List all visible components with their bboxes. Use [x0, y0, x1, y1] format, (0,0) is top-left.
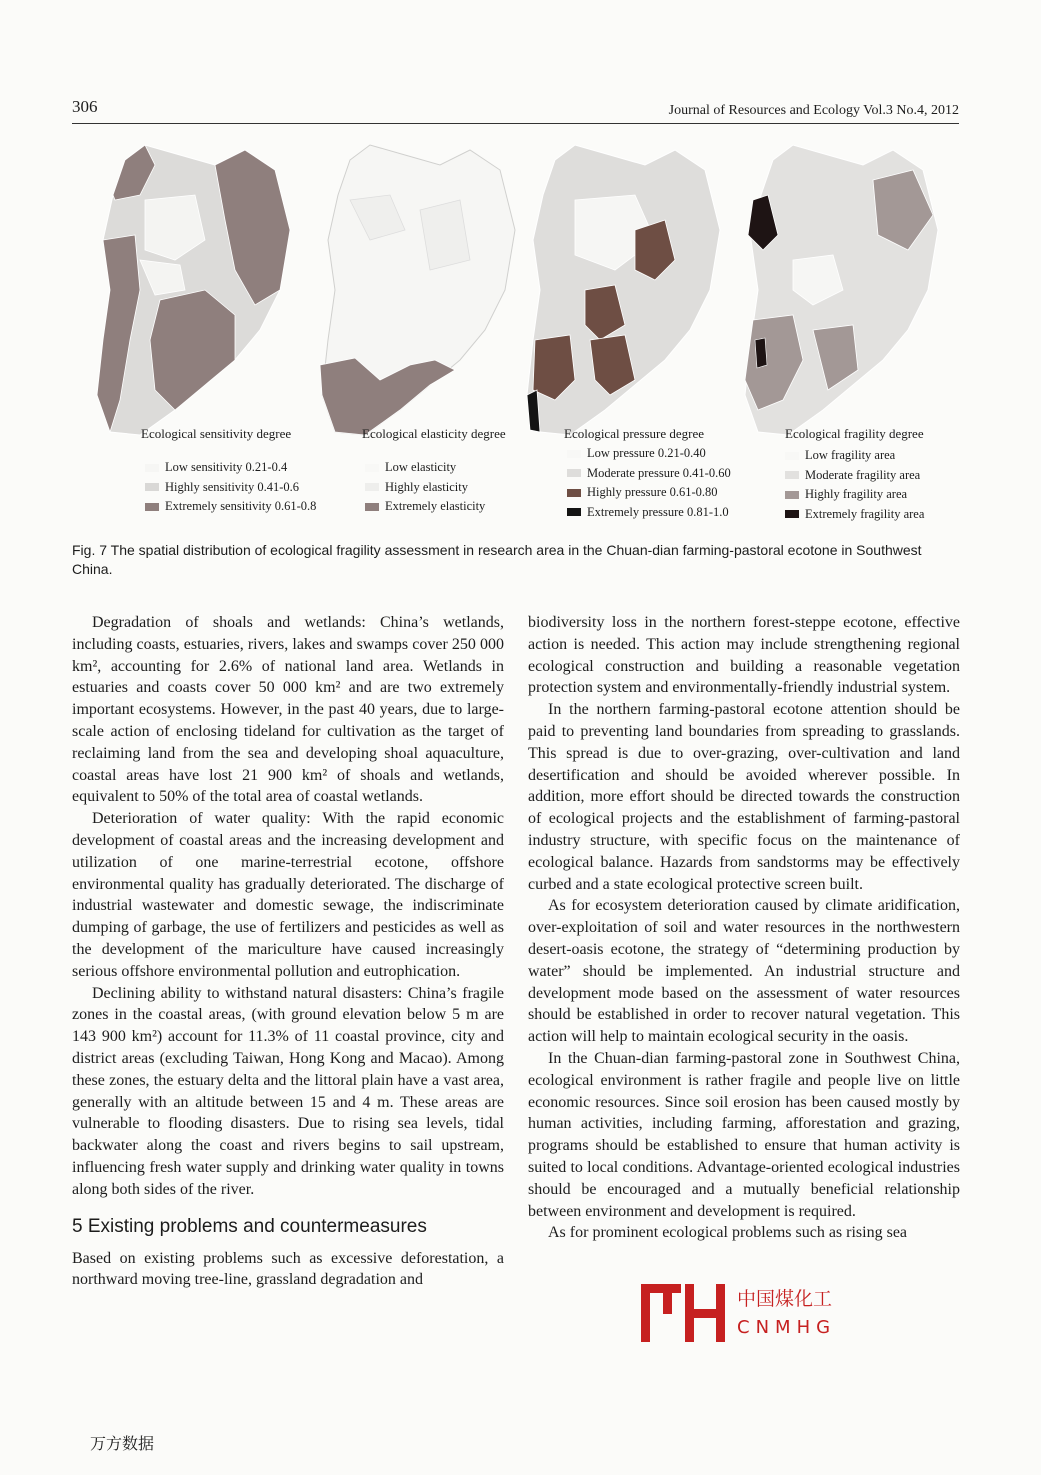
paragraph: Deterioration of water quality: With the rapid economic development of coastal areas and the increasing development and utilization of one marine-terrestrial ecotone, offshore environmental quality has gradually deteriorated. The discharge of industrial wastewater and domestic sewage, the indiscriminate dumping of garbage, the use of fertilizers and pesticides as well as the development of the mariculture have caused increasingly serious offshore environmental pollution and eutrophication.	[72, 810, 504, 980]
watermark-chinese: 中国煤化工	[737, 1284, 832, 1311]
legend-swatch	[145, 464, 159, 472]
running-head: Journal of Resources and Ecology Vol.3 No.4, 2012	[668, 103, 959, 118]
page-number: 306	[72, 97, 98, 116]
paragraph: As for prominent ecological problems such as rising sea	[548, 1224, 908, 1242]
footer-mark: 万方数据	[90, 1434, 155, 1453]
watermark-latin: CNMHG	[737, 1317, 837, 1338]
map-legend	[365, 458, 485, 517]
elasticity-map	[310, 140, 530, 440]
header-rule	[72, 123, 959, 124]
legend-swatch	[365, 464, 379, 472]
legend-swatch	[785, 510, 799, 518]
map-title: Ecological elasticity degree	[362, 426, 506, 441]
pressure-map	[515, 140, 735, 440]
legend-item: Moderate pressure 0.41-0.60	[567, 464, 731, 484]
paragraph: As for ecosystem deterioration caused by climate aridification, over-exploitation of soil and water resources in the northwestern desert-oasis ecotone, the strategy of “determining production by water” should be implemented. An industrial structure and development mode based on the assessment of water resources should be established in order to recover natural vegetation. This action will help to maintain ecological security in the oasis.	[528, 897, 960, 1046]
legend-item: Low pressure 0.21-0.40	[567, 444, 731, 464]
legend-swatch	[567, 489, 581, 497]
paragraph: Based on existing problems such as excessive deforestation, a northward moving tree-line, grassland degradation and	[72, 1249, 504, 1289]
legend-swatch	[567, 508, 581, 516]
paragraph: Declining ability to withstand natural disasters: China’s fragile zones in the coastal areas, (with ground elevation below 5 m are 143 900 km²) account for 11.3% of 11 coastal province, city and district areas (excluding Taiwan, Hong Kong and Macao). Among these zones, the estuary delta and the littoral plain have a vast area, generally with an altitude between 15 and 4 m. These areas are vulnerable to flooding disasters. Due to rising sea levels, tidal backwater along the coast and rivers begins to sail upstream, influencing fresh water supply and drinking water quality in towns along both sides of the river.	[72, 984, 504, 1198]
legend-item: Low elasticity	[365, 458, 485, 478]
map-legend	[785, 446, 924, 524]
legend-item: Low sensitivity 0.21-0.4	[145, 458, 316, 478]
legend-item: Moderate fragility area	[785, 466, 924, 486]
legend-swatch	[785, 471, 799, 479]
paragraph: Degradation of shoals and wetlands: China’s wetlands, including coasts, estuaries, rivers, lakes and swamps cover 250 000 km², accounting for 2.6% of national land area. Wetlands in estuaries and coasts cover 50 000 km² and are two extremely important ecosystems. However, in the past 40 years, due to large-scale action of enclosing tideland for cultivation as the target of reclaiming land from the sea and developing shoal aquaculture, coastal areas have lost 21 900 km² of shoals and wetlands, equivalent to 50% of the total area of coastal wetlands.	[72, 614, 504, 806]
legend-swatch	[365, 503, 379, 511]
paragraph: biodiversity loss in the northern forest-steppe ecotone, effective action is needed. This action may include strengthening regional ecological construction and building a reasonable vegetation protection system and environmentally-friendly industrial system.	[528, 614, 960, 697]
map-title: Ecological pressure degree	[564, 426, 705, 441]
legend-item: Highly pressure 0.61-0.80	[567, 483, 731, 503]
legend-item: Low fragility area	[785, 446, 924, 466]
legend-item: Extremely pressure 0.81-1.0	[567, 503, 731, 523]
watermark-logo-icon	[637, 1282, 729, 1344]
paragraph: In the northern farming-pastoral ecotone attention should be paid to preventing land boundaries from spreading to grasslands. This spread is due to over-grazing, over-cultivation and land desertification and should be avoided wherever possible. In addition, more effort should be directed towards the construction of ecological projects and the establishment of farming-pastoral industry structure, with specific focus on the maintenance of ecological balance. Hazards from sandstorms may be effectively curbed and a state ecological protective screen built.	[528, 701, 960, 893]
figure-caption: Fig. 7 The spatial distribution of ecological fragility assessment in research area in the Chuan-dian farming-pastoral ecotone in Southwest China.	[72, 542, 922, 577]
map-legend	[145, 458, 316, 517]
legend-item: Highly elasticity	[365, 478, 485, 498]
legend-swatch	[785, 452, 799, 460]
map-title: Ecological sensitivity degree	[141, 426, 292, 441]
legend-swatch	[365, 483, 379, 491]
legend-swatch	[145, 483, 159, 491]
map-legend	[567, 444, 731, 522]
map-panel-pressure	[515, 140, 735, 530]
legend-swatch	[567, 469, 581, 477]
map-panel-fragility	[733, 140, 953, 530]
legend-item: Highly fragility area	[785, 485, 924, 505]
section-heading: 5 Existing problems and countermeasures	[72, 1215, 427, 1237]
map-panel-sensitivity	[85, 140, 317, 530]
watermark	[637, 1282, 867, 1344]
sensitivity-map	[85, 140, 305, 440]
legend-swatch	[145, 503, 159, 511]
legend-swatch	[785, 491, 799, 499]
legend-item: Extremely sensitivity 0.61-0.8	[145, 497, 316, 517]
fragility-map	[733, 140, 953, 440]
figure-7	[85, 140, 965, 530]
legend-item: Extremely fragility area	[785, 505, 924, 525]
map-title: Ecological fragility degree	[785, 426, 924, 441]
legend-item: Highly sensitivity 0.41-0.6	[145, 478, 316, 498]
legend-item: Extremely elasticity	[365, 497, 485, 517]
legend-swatch	[567, 450, 581, 458]
right-column	[528, 612, 960, 1244]
map-panel-elasticity	[310, 140, 530, 530]
left-column	[72, 612, 504, 1291]
paragraph: In the Chuan-dian farming-pastoral zone in Southwest China, ecological environment is rather fragile and people live on little economic resources. Since soil erosion has been caused mostly by human activities, including farming, afforestation and grazing, programs should be established to ensure that human activity is suited to local conditions. Advantage-oriented ecological industries should be encouraged and a mutually beneficial relationship between environment and development is required.	[528, 1049, 960, 1220]
